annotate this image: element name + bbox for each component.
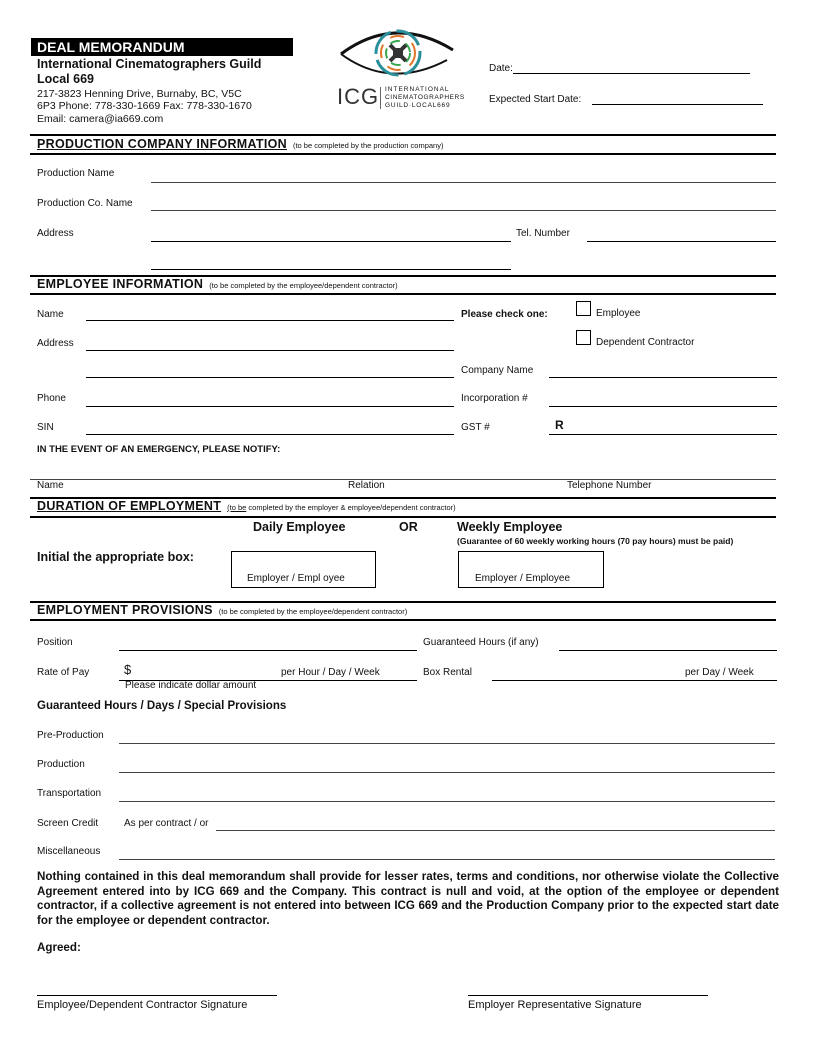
start-date-label: Expected Start Date: bbox=[489, 94, 582, 105]
employee-phone-field[interactable] bbox=[86, 406, 454, 407]
start-date-field[interactable] bbox=[592, 104, 763, 105]
guaranteed-hours-field[interactable] bbox=[559, 650, 777, 651]
guaranteed-hours-label: Guaranteed Hours (if any) bbox=[423, 637, 539, 648]
section-rule bbox=[30, 619, 776, 621]
production-name-label: Production Name bbox=[37, 168, 115, 179]
provisions-heading: EMPLOYMENT PROVISIONS (to be completed by the employee/dependent contractor) bbox=[37, 603, 408, 617]
box-rental-unit-options: per Day / Week bbox=[685, 667, 754, 678]
document-title: DEAL MEMORANDUM bbox=[37, 39, 185, 55]
pre-production-label: Pre-Production bbox=[37, 730, 104, 741]
weekly-box-label: Employer / Employee bbox=[475, 573, 571, 584]
pre-production-field[interactable] bbox=[119, 743, 775, 744]
employee-name-label: Name bbox=[37, 309, 64, 320]
section-rule bbox=[30, 134, 776, 136]
org-name: International Cinematographers Guild bbox=[37, 57, 262, 71]
contractor-checkbox[interactable] bbox=[576, 330, 591, 345]
employee-signature-line[interactable] bbox=[37, 995, 277, 996]
org-email: Email: camera@ia669.com bbox=[37, 113, 164, 125]
employee-sin-field[interactable] bbox=[86, 434, 454, 435]
section-rule bbox=[30, 516, 776, 518]
contractor-option-label: Dependent Contractor bbox=[596, 337, 695, 348]
org-local: Local 669 bbox=[37, 72, 94, 86]
employer-signature-label: Employer Representative Signature bbox=[468, 999, 642, 1011]
rate-of-pay-label: Rate of Pay bbox=[37, 667, 90, 678]
employee-heading: EMPLOYEE INFORMATION (to be completed by the employee/dependent contractor) bbox=[37, 277, 398, 291]
screen-credit-field[interactable] bbox=[216, 830, 775, 831]
production-address-line2[interactable] bbox=[151, 269, 511, 270]
logo-line2: CINEMATOGRAPHERS bbox=[385, 94, 465, 101]
or-label: OR bbox=[399, 520, 418, 534]
employer-signature-line[interactable] bbox=[468, 995, 708, 996]
production-tel-field[interactable] bbox=[587, 241, 776, 242]
daily-employee-label: Daily Employee bbox=[253, 520, 346, 534]
date-field[interactable] bbox=[513, 73, 750, 74]
employee-option-label: Employee bbox=[596, 308, 641, 319]
emergency-phone-label: Telephone Number bbox=[567, 480, 652, 491]
screen-credit-label: Screen Credit bbox=[37, 818, 99, 829]
production-address-field[interactable] bbox=[151, 241, 511, 242]
legal-paragraph: Nothing contained in this deal memorandum shall provide for lesser rates, terms and conditions, nor otherwise violate the Collective Agreement entered into by ICG 669 and the Company. This contract is null and void, at the option of the employee or dependent contractor, if a collective agreement is not entered into between ICG 669 and the Production Company prior to the expected start date for the employee or dependent contractor. bbox=[37, 870, 779, 927]
employee-signature-label: Employee/Dependent Contractor Signature bbox=[37, 999, 248, 1011]
emergency-relation-label: Relation bbox=[348, 480, 385, 491]
miscellaneous-label: Miscellaneous bbox=[37, 846, 101, 857]
title-banner bbox=[31, 38, 293, 56]
screen-credit-value: As per contract / or bbox=[124, 818, 209, 829]
weekly-employee-label: Weekly Employee bbox=[457, 520, 563, 534]
dollar-note: Please indicate dollar amount bbox=[125, 680, 257, 691]
employee-checkbox[interactable] bbox=[576, 301, 591, 316]
production-address-label: Address bbox=[37, 228, 74, 239]
icg-eye-icon bbox=[335, 26, 461, 82]
duration-heading: DURATION OF EMPLOYMENT (to be completed by the employer & employee/dependent contractor) bbox=[37, 499, 456, 513]
production-co-name-label: Production Co. Name bbox=[37, 198, 133, 209]
production-heading: PRODUCTION COMPANY INFORMATION (to be completed by the production company) bbox=[37, 137, 444, 151]
org-address: 217-3823 Henning Drive, Burnaby, BC, V5C bbox=[37, 88, 242, 100]
org-phone-fax: 6P3 Phone: 778-330-1669 Fax: 778-330-1670 bbox=[37, 100, 252, 112]
initial-box-label: Initial the appropriate box: bbox=[37, 550, 194, 564]
employee-address-label: Address bbox=[37, 338, 74, 349]
rate-unit-options: per Hour / Day / Week bbox=[281, 667, 380, 678]
gst-field[interactable] bbox=[549, 434, 777, 435]
gst-prefix: R bbox=[555, 418, 564, 432]
dollar-sign: $ bbox=[124, 662, 132, 677]
logo-mark: ICG bbox=[337, 84, 380, 109]
employee-name-field[interactable] bbox=[86, 320, 454, 321]
incorporation-label: Incorporation # bbox=[461, 393, 528, 404]
production-tel-label: Tel. Number bbox=[516, 228, 570, 239]
daily-box-label: Employer / Empl oyee bbox=[247, 573, 345, 584]
employee-sin-label: SIN bbox=[37, 422, 54, 433]
special-provisions-heading: Guaranteed Hours / Days / Special Provisions bbox=[37, 700, 287, 712]
date-label: Date: bbox=[489, 63, 513, 74]
check-one-label: Please check one: bbox=[461, 309, 548, 320]
emergency-name-label: Name bbox=[37, 480, 64, 491]
company-name-label: Company Name bbox=[461, 365, 534, 376]
incorporation-field[interactable] bbox=[549, 406, 777, 407]
weekly-initial-box[interactable] bbox=[458, 551, 604, 588]
production-name-field[interactable] bbox=[151, 182, 776, 183]
logo-line1: INTERNATIONAL bbox=[385, 86, 450, 93]
logo-line3: GUILD·LOCAL669 bbox=[385, 102, 451, 109]
agreed-label: Agreed: bbox=[37, 941, 81, 954]
box-rental-field[interactable] bbox=[492, 680, 777, 681]
employee-address-field[interactable] bbox=[86, 350, 454, 351]
employee-address-line2[interactable] bbox=[86, 377, 454, 378]
guarantee-note: (Guarantee of 60 weekly working hours (70 pay hours) must be paid) bbox=[457, 536, 734, 546]
section-rule bbox=[30, 153, 776, 155]
production-co-name-field[interactable] bbox=[151, 210, 776, 211]
transportation-label: Transportation bbox=[37, 788, 102, 799]
company-name-field[interactable] bbox=[549, 377, 777, 378]
production-label: Production bbox=[37, 759, 85, 770]
position-field[interactable] bbox=[119, 650, 417, 651]
emergency-label: IN THE EVENT OF AN EMERGENCY, PLEASE NOTIFY: bbox=[37, 444, 281, 455]
daily-initial-box[interactable] bbox=[231, 551, 376, 588]
box-rental-label: Box Rental bbox=[423, 667, 472, 678]
position-label: Position bbox=[37, 637, 73, 648]
section-rule bbox=[30, 293, 776, 295]
miscellaneous-field[interactable] bbox=[119, 859, 775, 860]
gst-label: GST # bbox=[461, 422, 490, 433]
employee-phone-label: Phone bbox=[37, 393, 66, 404]
emergency-field[interactable] bbox=[30, 479, 776, 480]
transportation-field[interactable] bbox=[119, 801, 775, 802]
production-field[interactable] bbox=[119, 772, 775, 773]
icg-logo bbox=[335, 26, 465, 112]
